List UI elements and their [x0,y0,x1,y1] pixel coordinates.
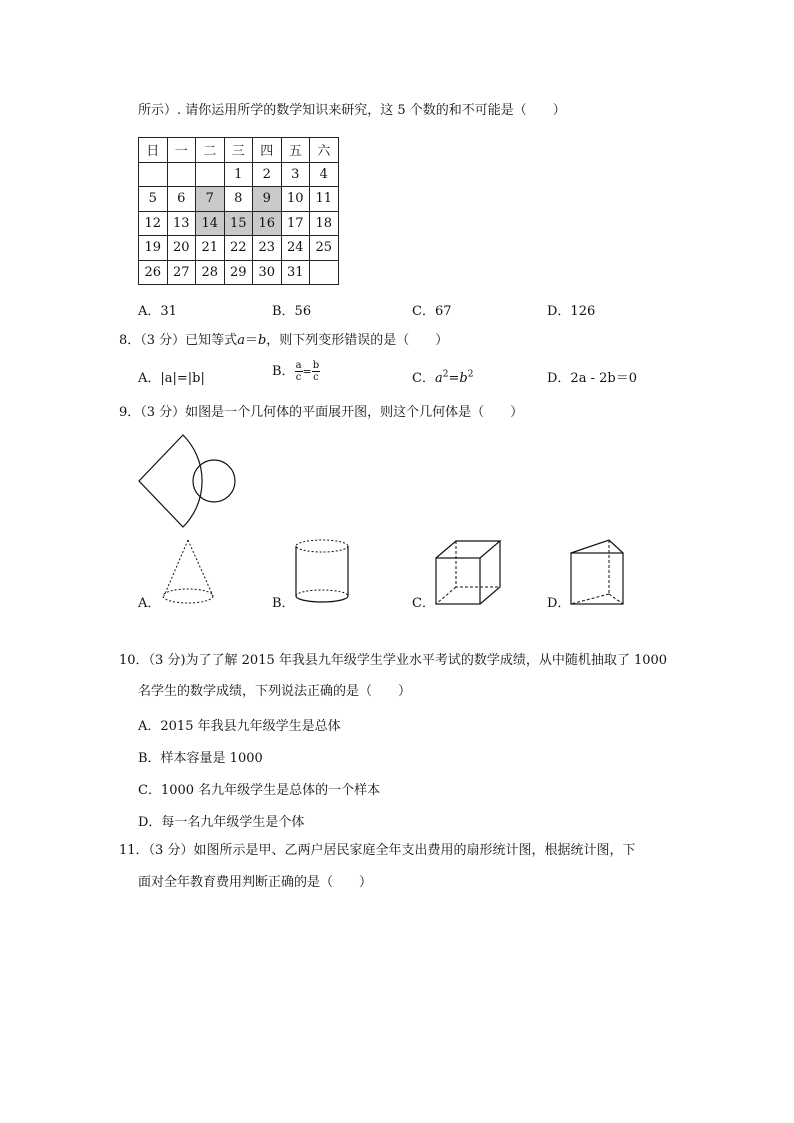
cube-figure [434,538,514,608]
calendar-cell: 26 [139,260,168,285]
q10-stem-line1: 10．（3 分)为了了解 2015 年我县九年级学生学业水平考试的数学成绩，从中随机抽取了 1000 [119,653,668,668]
q8-stem-prefix: 8．（3 分）已知等式 [119,333,238,348]
calendar-cell: 6 [167,187,196,212]
q8-option-c[interactable] [412,367,473,386]
calendar-row [139,187,339,212]
calendar-cell: 9 [253,187,282,212]
cube-hidden-edge [436,587,456,604]
q9-stem: 9．（3 分）如图是一个几何体的平面展开图，则这个几何体是（ ） [119,405,524,420]
calendar-cell [310,260,339,285]
cylinder-top [296,540,348,552]
calendar-cell: 30 [253,260,282,285]
numerator: a [295,360,302,371]
denominator: c [313,372,319,383]
calendar-cell: 19 [139,236,168,261]
calendar-cell: 8 [224,187,253,212]
exponent: 2 [442,369,449,380]
q10-stem-line2: 名学生的数学成绩，下列说法正确的是（ ） [138,684,412,699]
calendar-header-cell: 日 [139,138,168,163]
cube-hidden-edges [456,541,500,587]
exponent: 2 [467,369,474,380]
calendar-table [138,137,339,285]
calendar-header-row [139,138,339,163]
calendar-cell [167,162,196,187]
prism-hidden-base-right [609,594,623,604]
fraction-a-over-c [295,360,303,383]
calendar-cell: 21 [196,236,225,261]
q7-option-c[interactable]: C．67 [412,304,452,319]
circle-shape [193,460,235,502]
calendar-cell: 4 [310,162,339,187]
calendar-cell: 23 [253,236,282,261]
q10-option-b[interactable]: B．样本容量是 1000 [138,751,263,766]
calendar-cell: 18 [310,211,339,236]
q7-option-b[interactable]: B．56 [272,304,312,319]
q8-option-a[interactable]: A．|a|=|b| [138,371,205,386]
q9-option-b[interactable]: B． [272,596,295,611]
fraction-b-over-c [312,360,320,383]
calendar-cell: 3 [281,162,310,187]
q8-option-b[interactable] [272,360,320,383]
q11-stem-line2: 面对全年教育费用判断正确的是（ ） [138,875,373,890]
cylinder-figure [294,537,354,607]
calendar-row [139,236,339,261]
calendar-cell: 29 [224,260,253,285]
calendar-cell: 13 [167,211,196,236]
numerator: b [312,360,320,371]
q8-option-c-base-b: b [459,371,468,386]
q7-intro: 所示）. 请你运用所学的数学知识来研究，这 5 个数的和不可能是（ ） [138,103,566,118]
calendar-cell: 16 [253,211,282,236]
calendar-cell: 25 [310,236,339,261]
cube-right-face [480,541,500,604]
calendar-row [139,162,339,187]
calendar-header-cell: 一 [167,138,196,163]
calendar-cell: 1 [224,162,253,187]
calendar-cell: 28 [196,260,225,285]
q7-option-d[interactable]: D．126 [547,304,596,319]
prism-hidden-base-left [571,594,609,604]
calendar-cell: 7 [196,187,225,212]
equals-sign: = [302,365,312,378]
calendar-cell: 14 [196,211,225,236]
prism-top-edges [571,540,623,553]
calendar-cell: 17 [281,211,310,236]
q11-stem-line1: 11．（3 分）如图所示是甲、乙两户居民家庭全年支出费用的扇形统计图，根据统计图，下 [119,843,636,858]
q10-option-c[interactable]: C．1000 名九年级学生是总体的一个样本 [138,783,381,798]
q10-option-d[interactable]: D．每一名九年级学生是个体 [138,815,305,830]
calendar-cell: 20 [167,236,196,261]
q9-option-a[interactable]: A． [138,596,161,611]
calendar-header-cell: 六 [310,138,339,163]
q8-eq-a: a [237,333,245,348]
q8-eq-b: b [257,333,267,348]
q9-option-d[interactable]: D． [547,596,571,611]
denominator: c [295,372,302,383]
q9-option-c[interactable]: C． [412,596,435,611]
q8-option-d[interactable]: D．2a - 2b＝0 [547,371,637,386]
cone-edge-right [188,540,213,596]
calendar-header-cell: 二 [196,138,225,163]
calendar-cell: 22 [224,236,253,261]
cylinder-bottom-front [296,596,348,602]
q7-option-a[interactable]: A．31 [138,304,177,319]
calendar-header-cell: 三 [224,138,253,163]
calendar-cell: 15 [224,211,253,236]
calendar-row [139,260,339,285]
q8-stem-suffix: ，则下列变形错误的是（ ） [266,333,449,348]
calendar-cell [196,162,225,187]
calendar-row [139,211,339,236]
q8-option-b-label: B． [272,364,295,379]
q8-eq-sign: ＝ [244,333,258,348]
cube-top-face [436,541,500,558]
cube-front-face [436,558,480,604]
cone-base [163,589,213,603]
calendar-header-cell: 五 [281,138,310,163]
calendar-cell [139,162,168,187]
calendar-cell: 24 [281,236,310,261]
calendar-cell: 5 [139,187,168,212]
calendar-cell: 31 [281,260,310,285]
calendar-header-cell: 四 [253,138,282,163]
calendar-cell: 11 [310,187,339,212]
q8-option-c-label: C． [412,371,435,386]
net-figure [130,430,240,540]
calendar-cell: 2 [253,162,282,187]
cone-figure [160,538,220,608]
prism-front-face [571,553,623,604]
calendar-cell: 12 [139,211,168,236]
prism-figure [569,538,639,608]
equals-sign: = [448,371,460,386]
calendar-cell: 27 [167,260,196,285]
calendar-cell: 10 [281,187,310,212]
q8-stem [119,332,448,350]
cone-edge-left [164,540,188,596]
q10-option-a[interactable]: A．2015 年我县九年级学生是总体 [138,719,341,734]
q8-option-c-base-a: a [434,371,443,386]
cylinder-bottom-back [296,590,348,596]
